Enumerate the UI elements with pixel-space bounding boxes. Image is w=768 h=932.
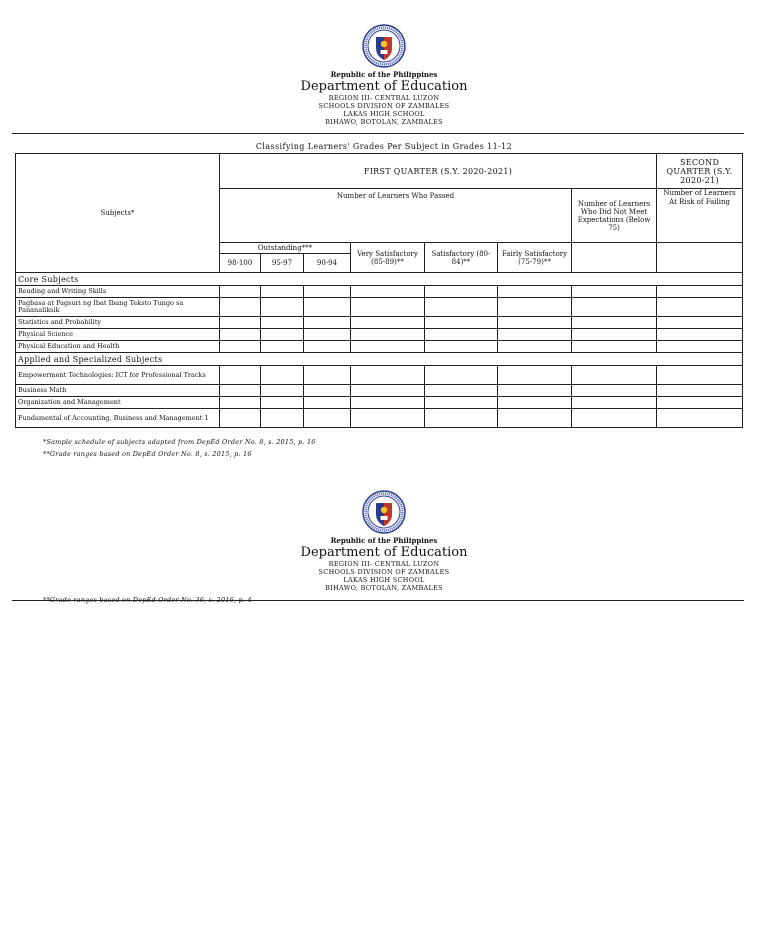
region-line: REGION III- CENTRAL LUZON <box>328 560 440 568</box>
subject-name: Physical Science <box>16 329 220 341</box>
deped-seal-icon <box>362 24 406 68</box>
header-divider <box>12 133 744 134</box>
school-line: LAKAS HIGH SCHOOL <box>343 110 425 118</box>
subject-name: Empowerment Technologies: ICT for Professional Tracks <box>16 366 220 385</box>
subject-name: Physical Education and Health <box>16 341 220 353</box>
range-90-94: 90-94 <box>304 254 351 273</box>
header-divider <box>12 600 744 601</box>
table-row <box>16 409 743 428</box>
subject-name: Pagbasa at Pagsuri ng Ibat Ibang Teksto Tungo sa Pananaliksik <box>16 298 220 317</box>
grades-table <box>15 153 743 428</box>
passed-header: Number of Learners Who Passed <box>220 189 572 243</box>
division-line: SCHOOLS DIVISION OF ZAMBALES <box>318 568 450 576</box>
letterhead-second-page <box>0 490 768 592</box>
deped-seal-icon <box>362 490 406 534</box>
overflow-footnote: **Grade ranges based on DepEd Order No. 36, s. 2016, p. 4 <box>43 596 252 604</box>
not-meet-expectations-header: Number of Learners Who Did Not Meet Expectations (Below 75) <box>572 189 657 243</box>
table-row <box>16 298 743 317</box>
core-subjects-section: Core Subjects <box>16 273 743 286</box>
school-line: LAKAS HIGH SCHOOL <box>343 576 425 584</box>
empty-cell <box>572 243 657 273</box>
document-title: Classifying Learners' Grades Per Subject in Grades 11-12 <box>255 142 513 151</box>
subject-name: Reading and Writing Skills <box>16 286 220 298</box>
first-quarter-header: FIRST QUARTER (S.Y. 2020-2021) <box>220 154 657 189</box>
table-row <box>16 329 743 341</box>
department-name: Department of Education <box>300 79 468 94</box>
table-row <box>16 317 743 329</box>
address-line: BIHAWO, BOTOLAN, ZAMBALES <box>325 118 443 126</box>
division-line: SCHOOLS DIVISION OF ZAMBALES <box>318 102 450 110</box>
very-satisfactory-header: Very Satisfactory (85-89)** <box>351 243 425 273</box>
table-row <box>16 385 743 397</box>
outstanding-header: Outstanding*** <box>220 243 351 254</box>
subject-name: Organization and Management <box>16 397 220 409</box>
table-row <box>16 341 743 353</box>
department-name: Department of Education <box>300 545 468 560</box>
subject-name: Business Math <box>16 385 220 397</box>
footnote-subjects: *Sample schedule of subjects adapted from DepEd Order No. 8, s. 2015, p. 16 <box>43 438 316 446</box>
subject-name: Statistics and Probability <box>16 317 220 329</box>
satisfactory-header: Satisfactory (80-84)** <box>425 243 498 273</box>
address-line: BIHAWO, BOTOLAN, ZAMBALES <box>325 584 443 592</box>
letterhead-top <box>0 24 768 126</box>
table-row <box>16 286 743 298</box>
table-row <box>16 366 743 385</box>
republic-line: Republic of the Philippines <box>330 536 438 545</box>
range-95-97: 95-97 <box>261 254 304 273</box>
at-risk-header: Number of Learners At Risk of Failing <box>657 189 743 243</box>
footnote-grade-ranges: **Grade ranges based on DepEd Order No. 8, s. 2015, p. 16 <box>43 450 252 458</box>
region-line: REGION III- CENTRAL LUZON <box>328 94 440 102</box>
empty-cell <box>657 243 743 273</box>
range-98-100: 98-100 <box>220 254 261 273</box>
second-quarter-header: SECOND QUARTER (S.Y. 2020-21) <box>657 154 743 189</box>
subjects-header: Subjects* <box>16 154 220 273</box>
subject-name: Fundamental of Accounting, Business and Management 1 <box>16 409 220 428</box>
applied-subjects-section: Applied and Specialized Subjects <box>16 353 743 366</box>
fairly-satisfactory-header: Fairly Satisfactory (75-79)** <box>498 243 572 273</box>
table-row <box>16 397 743 409</box>
republic-line: Republic of the Philippines <box>330 70 438 79</box>
